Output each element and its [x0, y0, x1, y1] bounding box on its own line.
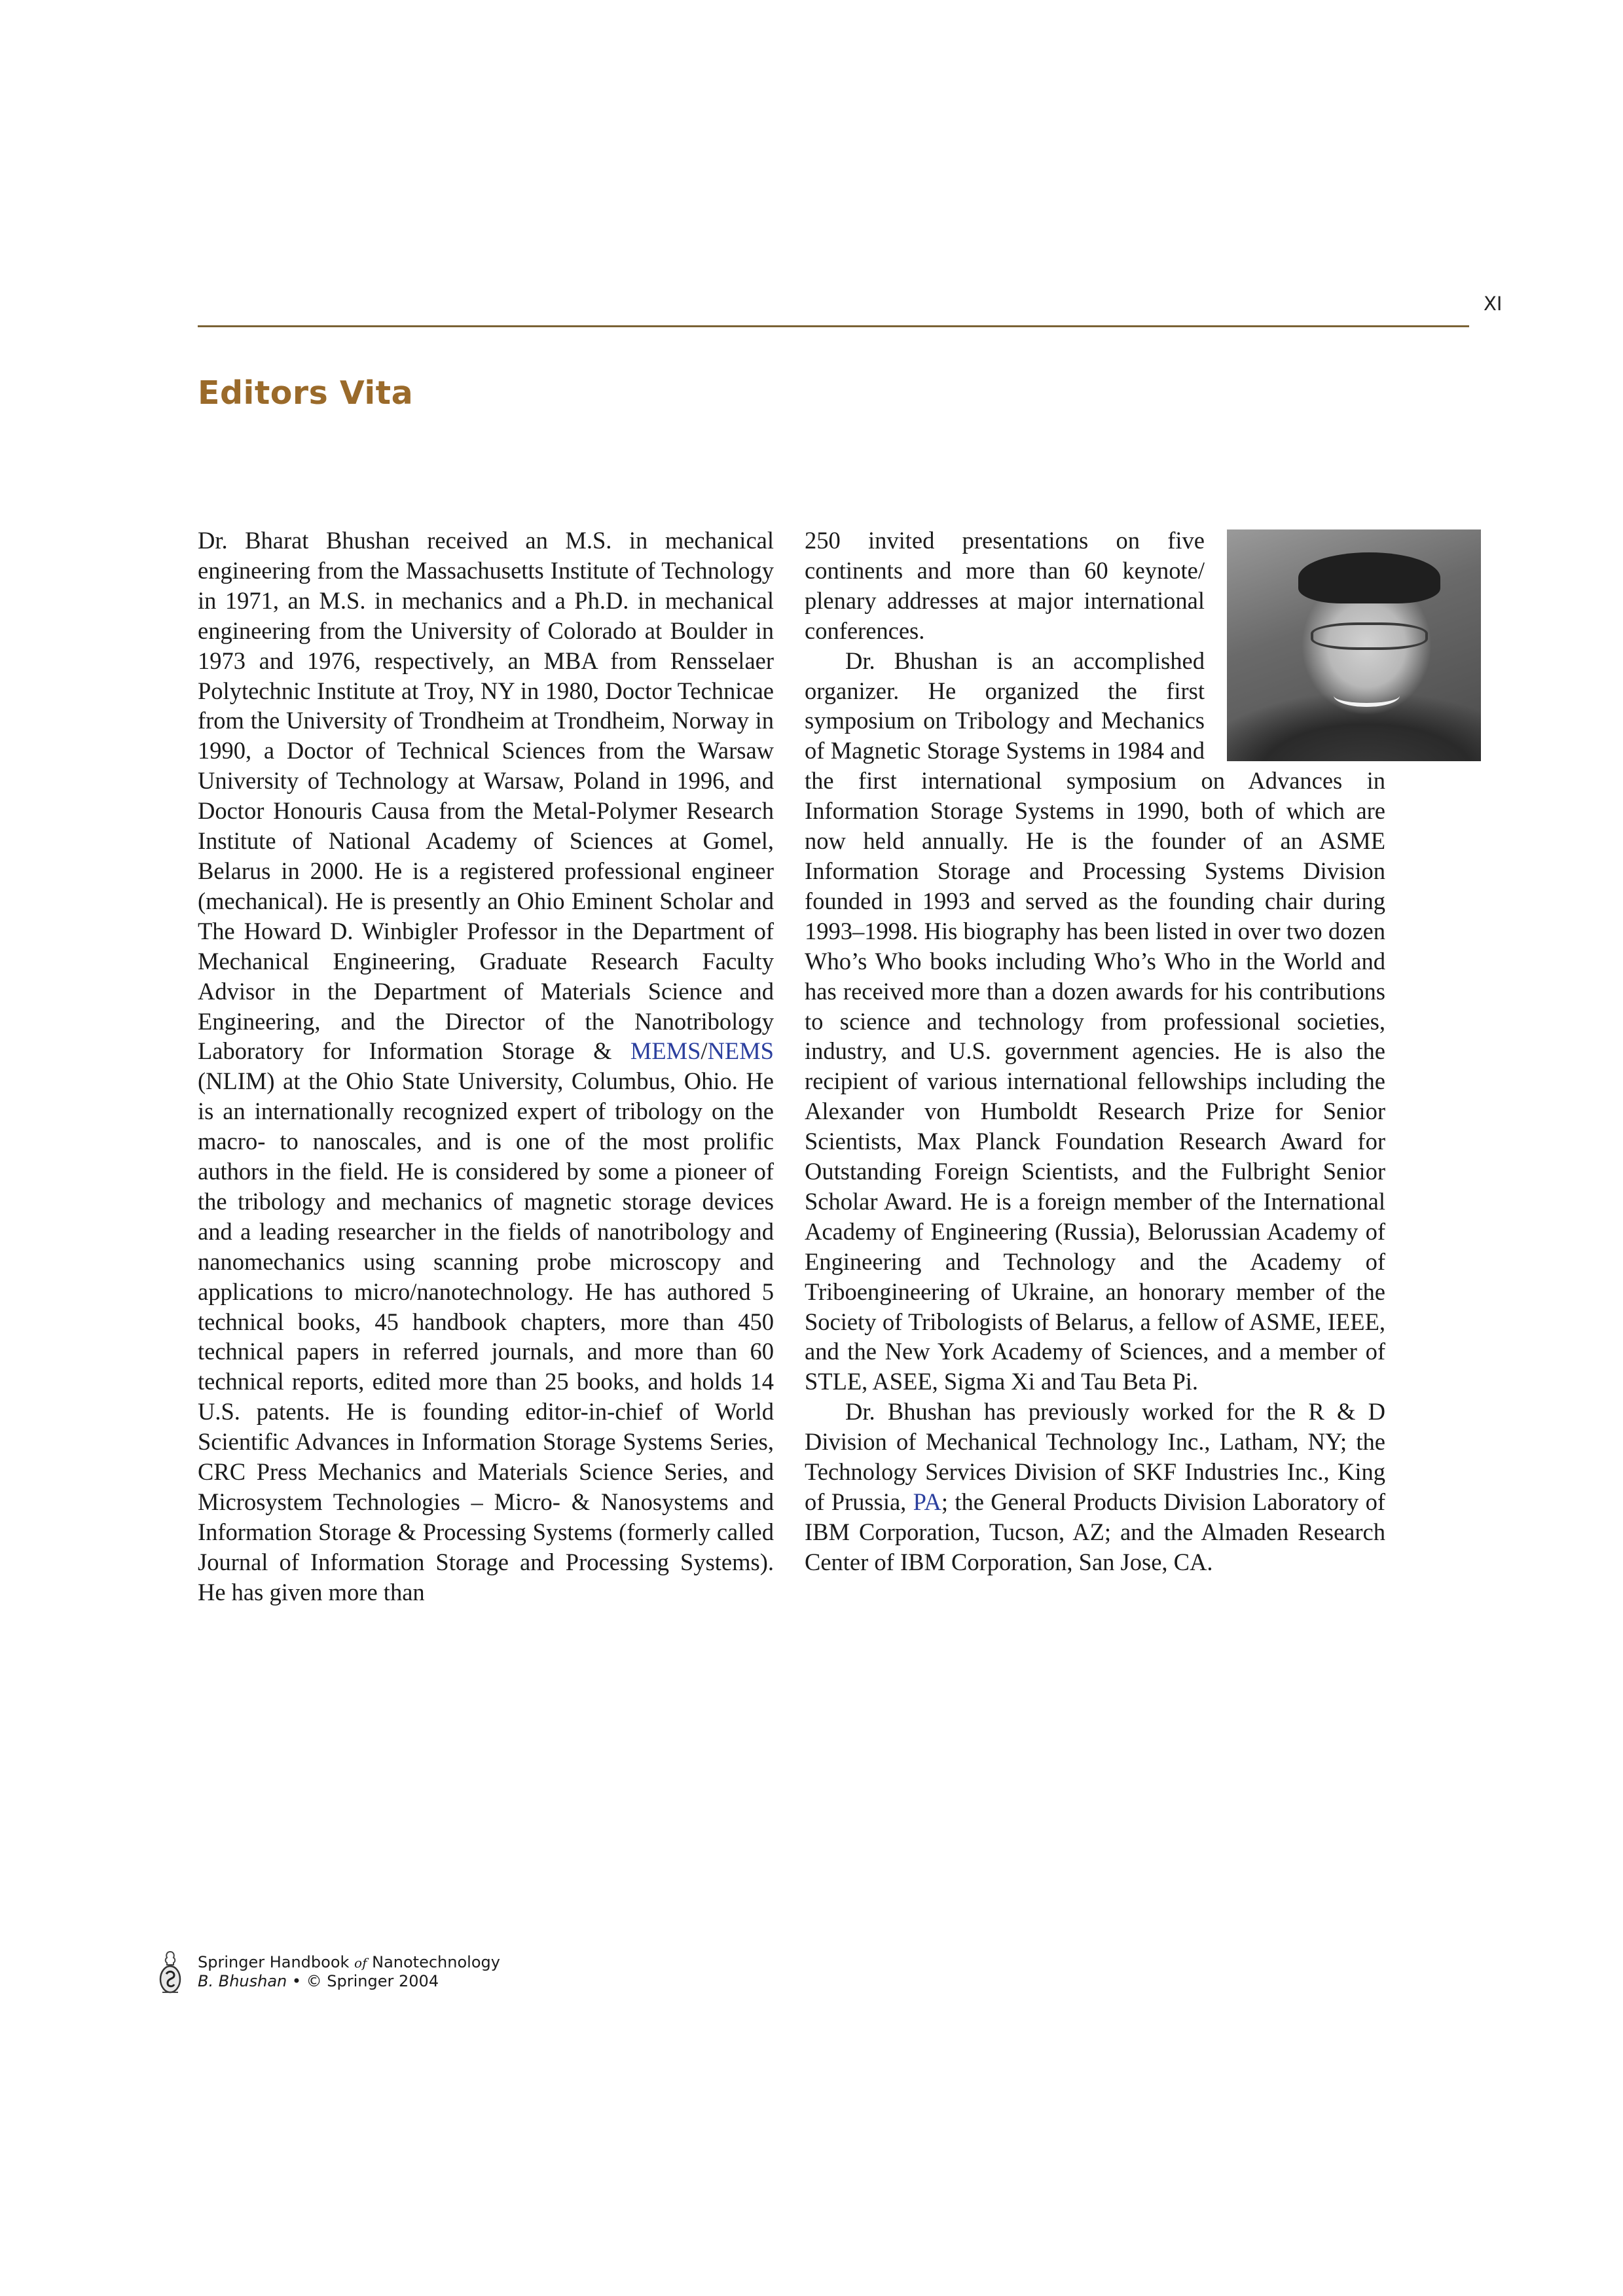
page-footer: [157, 1949, 500, 1998]
footer-copyright: © Springer 2004: [306, 1972, 439, 1990]
copyright-line: [198, 1972, 500, 1990]
page-title: Editors Vita: [198, 374, 414, 412]
bio-paragraph-4: [805, 1397, 1385, 1577]
nems-link[interactable]: NEMS: [707, 1037, 774, 1065]
book-title-line: [198, 1953, 500, 1972]
footer-author: B. Bhushan: [198, 1972, 287, 1990]
footer-citation: [198, 1949, 500, 1990]
pa-link[interactable]: PA: [913, 1488, 941, 1515]
editor-portrait-photo: [1227, 529, 1481, 761]
bio-paragraph-1: [198, 526, 774, 1607]
slash-text: /: [701, 1037, 708, 1065]
bio-paragraph-2: 250 invited presentations on five continents and more than 60 keynote/ plenary addresses at major international conferences.: [805, 527, 1205, 644]
page-number: XI: [1484, 293, 1503, 315]
header-rule: [198, 325, 1469, 327]
bio-paragraph-3: Dr. Bhushan is an accomplished organizer. He organized the first symposium on Tribology and Mechanics of Magnetic Storage Systems in 1984 and the first international symposium on Advances in Information Storage Systems in 1990, both of which are now held annually. He is the founder of an ASME Information Storage and Processing Systems Division founded in 1993 and served as the founding chair during 1993–1998. His biography has been listed in over two dozen Who’s Who books including Who’s Who in the World and has received more than a dozen awards for his contributions to science and technology from professional societies, industry, and U.S. government agencies. He is also the recipient of various international fellowships including the Alexander von Humboldt Research Prize for Senior Scientists, Max Planck Foundation Research Award for Outstanding Foreign Scientists, and the Fulbright Senior Scholar Award. He is a foreign member of the International Academy of Engineering (Russia), Belorussian Academy of Engineering and Technology and the Academy of Triboengineering of Ukraine, an honorary member of the Society of Tribologists of Belarus, a fellow of ASME, IEEE, and the New York Academy of Sciences, and a member of STLE, ASEE, Sigma Xi and Tau Beta Pi.: [805, 647, 1385, 1395]
bio-text: Dr. Bhushan has previously worked for the R & D Division of Mechanical Technology Inc., Latham, NY; the Technology Services Division of SKF Industries Inc., King of Prussia,: [805, 1398, 1385, 1515]
bio-text: Dr. Bharat Bhushan received an M.S. in mechanical engineering from the Massachusetts Institute of Technology in 1971, an M.S. in mechanics and a Ph.D. in mechanical engineering from the University of Colorado at Boulder in 1973 and 1976, respectively, an MBA from Rensselaer Polytechnic Institute at Troy, NY in 1980, Doctor Technicae from the University of Trondheim at Trondheim, Norway in 1990, a Doctor of Technical Sciences from the Warsaw University of Technology at Warsaw, Poland in 1996, and Doctor Honouris Causa from the Metal-Polymer Research Institute of National Academy of Sciences at Gomel, Belarus in 2000. He is a registered professional engineer (mechanical). He is presently an Ohio Eminent Scholar and The Howard D. Winbigler Professor in the Department of Mechanical Engineering, Graduate Research Faculty Advisor in the Department of Materials Science and Engineering, and the Director of the Nanotribology Laboratory for Information Storage &: [198, 527, 774, 1065]
bio-text: (NLIM) at the Ohio State University, Columbus, Ohio. He is an internationally recognized expert of tribology on the macro- to nanoscales, and is one of the most prolific authors in the field. He is considered by some a pioneer of the tribology and mechanics of magnetic storage devices and a leading researcher in the fields of nanotribology and nanomechanics using scanning probe microscopy and applications to micro/nanotechnology. He has authored 5 technical books, 45 handbook chapters, more than 450 technical papers in referred journals, and more than 60 technical reports, edited more than 25 books, and holds 14 U.S. patents. He is founding editor-in-chief of World Scientific Advances in Information Storage Systems Series, CRC Press Mechanics and Materials Science Series, and Microsystem Technologies – Micro- & Nanosystems and Information Storage & Processing Systems (formerly called Journal of Information Storage and Processing Systems). He has given more than: [198, 1067, 774, 1605]
mems-link[interactable]: MEMS: [630, 1037, 701, 1065]
portrait-hair: [1298, 552, 1440, 603]
bio-left-column: [198, 526, 774, 1607]
book-title-prefix: Springer Handbook: [198, 1953, 355, 1971]
bio-text: ; the General Products Division Laboratory of IBM Corporation, Tucson, AZ; and the Almaden Research Center of IBM Corporation, San Jose, CA.: [805, 1488, 1385, 1575]
portrait-smile: [1334, 685, 1400, 707]
book-title-of: of: [354, 1955, 367, 1971]
bio-right-column: [805, 526, 1385, 1577]
footer-bullet: •: [287, 1972, 306, 1990]
portrait-glasses: [1311, 622, 1427, 650]
book-title-suffix: Nanotechnology: [367, 1953, 500, 1971]
springer-knight-logo-icon: [157, 1949, 183, 1998]
